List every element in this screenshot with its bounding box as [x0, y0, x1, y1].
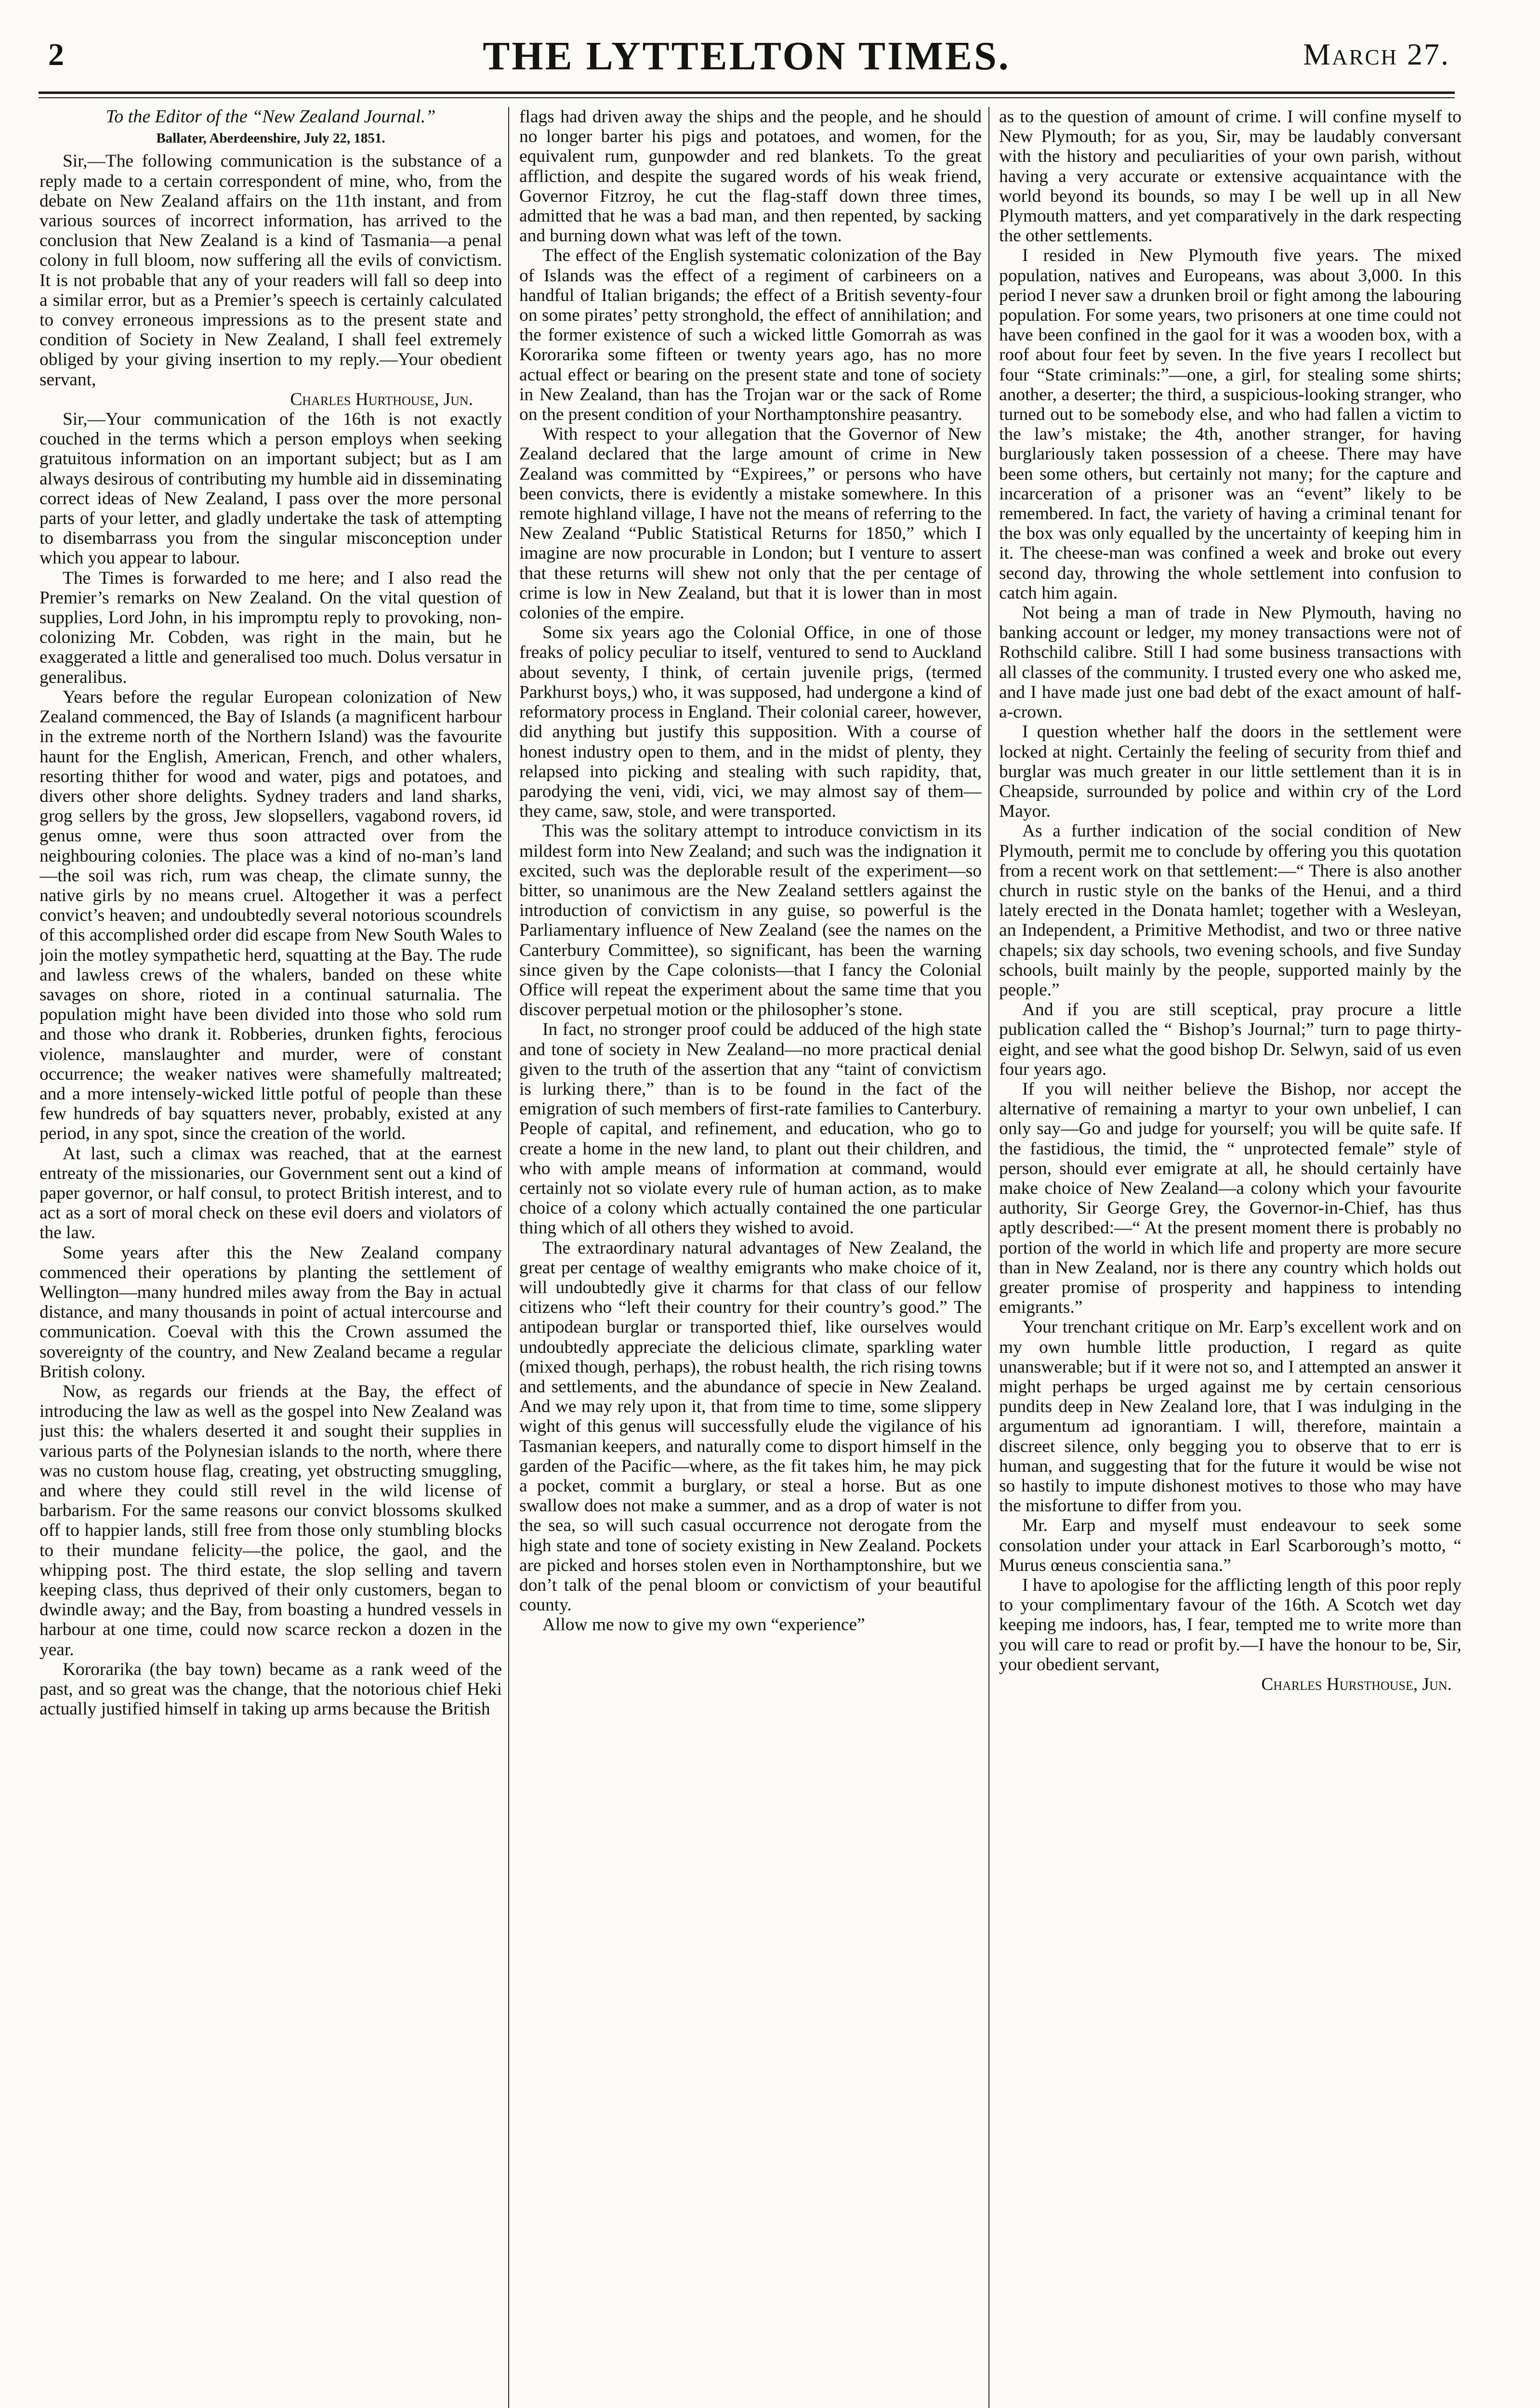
letter-dateline: Ballater, Aberdeenshire, July 22, 1851.	[156, 131, 385, 146]
paragraph: Some six years ago the Colonial Office, in one of those freaks of policy peculiar to itself, ventured to send to Auckland about seventy, I think, of certain juvenile prigs, (termed Parkhurst boys,) who, it was supposed, had undergone a kind of reformatory process in England. Their colonial career, however, did anything but justify this supposition. With a course of honest industry open to them, and in the midst of plenty, they relapsed into picking and stealing with such rapidity, that, parodying the veni, vidi, vici, we may almost say of them—they came, saw, stole, and were transported.	[519, 623, 982, 822]
paragraph: Mr. Earp and myself must endeavour to seek some consolation under your attack in Earl Scarborough’s motto, “ Murus œneus conscientia sana.”	[999, 1516, 1461, 1575]
paragraph: The extraordinary natural advantages of New Zealand, the great per centage of wealthy emigrants who make choice of it, will undoubtedly give it charms for that class of our fellow citizens who “left their country for their country’s good.” The antipodean burglar or transported thief, like ourselves would undoubtedly appreciate the delicious climate, sparkling water (mixed though, perhaps), the robust health, the rich rising towns and settlements, and the abundance of specie in New Zealand. And we may rely upon it, that from time to time, some slippery wight of this genus will successfully elude the vigilance of his Tasmanian keepers, and naturally come to disport himself in the garden of the Pacific—where, as the fit takes him, he may pick a pocket, commit a burglary, or steal a horse. But as one swallow does not make a summer, and as a drop of water is not the sea, so will such casual occurrence not derogate from the high state and tone of society existing in New Zealand. Pockets are picked and horses stolen even in Northamptonshire, but we don’t talk of the penal bloom or convictism of your beautiful county.	[519, 1238, 982, 1615]
paragraph: Kororarika (the bay town) became as a rank weed of the past, and so great was the change, that the notorious chief Heki actually justified himself in taking up arms because the British	[39, 1659, 502, 1719]
paragraph: Not being a man of trade in New Plymouth, having no banking account or ledger, my money transactions were not of Rothschild calibre. Still I had some business transactions with all classes of the community. I trusted every one who asked me, and I have made just one bad debt of the exact amount of half-a-crown.	[999, 603, 1461, 722]
column-divider	[988, 107, 989, 2408]
paragraph: Allow me now to give my own “experience”	[542, 1615, 865, 1635]
paragraph: The effect of the English systematic colonization of the Bay of Islands was the effect of a regiment of carbineers on a handful of Italian brigands; the effect of a British seventy-four on some pirates’ petty stronghold, the effect of annihilation; and the former existence of such a wicked little Gomorrah as was Kororarika some fifteen or twenty years ago, has no more actual effect or bearing on the present state and tone of society in New Zealand, than has the Trojan war or the sack of Rome on the present condition of your Northamptonshire peasantry.	[519, 246, 982, 425]
paragraph: Your trenchant critique on Mr. Earp’s excellent work and on my own humble little production, I regard as quite unanswerable; but if it were not so, and I attempted an answer it might perhaps be urged against me by certain censorious pundits deep in New Zealand lore, that I was indulging in the argumentum ad ignorantiam. I will, therefore, maintain a discreet silence, only begging you to observe that to err is human, and suggesting that for the future it would be wise not so hastily to impute dishonest motives to those who may have the misfortune to differ from you.	[999, 1317, 1461, 1516]
column-divider	[508, 107, 509, 2408]
signature: Charles Hursthouse, Jun.	[1261, 1675, 1452, 1695]
masthead	[39, 30, 1455, 88]
paragraph: Now, as regards our friends at the Bay, the effect of introducing the law as well as the gospel into New Zealand was just this: the whalers deserted it and sought their supplies in various parts of the Polynesian islands to the north, where there was no custom house flag, creating, yet obstructing smuggling, and where they could still revel in the wild license of barbarism. For the same reasons our convict blossoms skulked off to happier lands, still free from those only stumbling blocks to their mundane felicity—the police, the gaol, and the whipping post. The third estate, the slop selling and tavern keeping class, thus deprived of their only customers, began to dwindle away; and the Bay, from boasting a hundred vessels in harbour at one time, could now scarce reckon a dozen in the year.	[39, 1382, 502, 1660]
issue-date: March 27.	[1303, 37, 1450, 71]
letter-heading: To the Editor of the “New Zealand Journal.”	[105, 107, 436, 127]
column-1	[39, 107, 502, 2408]
paragraph: Years before the regular European colonization of New Zealand commenced, the Bay of Islands (a magnificent harbour in the extreme north of the Northern Island) was the favourite haunt for the English, American, French, and other whalers, resorting thither for wood and water, pigs and potatoes, and divers other shore delights. Sydney traders and land sharks, grog sellers by the gross, Jew slopsellers, vagabond rovers, id genus omne, were thus soon attracted over from the neighbouring colonies. The place was a kind of no-man’s land—the soil was rich, rum was cheap, the climate sunny, the native girls by no means cruel. Altogether it was a perfect convict’s heaven; and undoubtedly several notorious scoundrels of this accomplished order did escape from New South Wales to join the motley sympathetic herd, squatting at the Bay. The rude and lawless crews of the whalers, banded on these white savages on shore, rioted in a continual saturnalia. The population might have been divided into those who sold rum and those who drank it. Robberies, drunken fights, ferocious violence, manslaughter and murder, were of constant occurrence; the weaker natives were shamefully maltreated; and a more intensely-wicked little potful of people than these few hundreds of bay squatters never, probably, existed at any period, in any spot, since the creation of the world.	[39, 687, 502, 1144]
paragraph: as to the question of amount of crime. I will confine myself to New Plymouth; for as you, Sir, may be laudably conversant with the history and peculiarities of your own parish, without having a very accurate or extensive acquaintance with the world beyond its bounds, so may I be well up in all New Plymouth matters, and yet comparatively in the dark respecting the other settlements.	[999, 107, 1461, 246]
paragraph: I have to apologise for the afflicting length of this poor reply to your complimentary favour of the 16th. A Scotch wet day keeping me indoors, has, I fear, tempted me to write more than you will care to read or profit by.—I have the honour to be, Sir, your obedient servant,	[999, 1575, 1461, 1675]
paragraph: And if you are still sceptical, pray procure a little publication called the “ Bishop’s Journal;” turn to page thirty-eight, and see what the good bishop Dr. Selwyn, said of us even four years ago.	[999, 1000, 1461, 1079]
masthead-rule-thin	[39, 97, 1455, 98]
paragraph: At last, such a climax was reached, that at the earnest entreaty of the missionaries, our Government sent out a kind of paper governor, or half consul, to protect British interest, and to act as a sort of moral check on these evil doers and violators of the law.	[39, 1143, 502, 1243]
column-2	[519, 107, 982, 2408]
paragraph: Sir,—The following communication is the substance of a reply made to a certain correspondent of mine, who, from the debate on New Zealand affairs on the 11th instant, and from various sources of incorrect information, has arrived to the conclusion that New Zealand is a kind of Tasmania—a penal colony in full bloom, now suffering all the evils of convictism. It is not probable that any of your readers will fall so deep into a similar error, but as a Premier’s speech is certainly calculated to convey erroneous impressions as to the present state and condition of Society in New Zealand, I shall feel extremely obliged by your giving insertion to my reply.—Your obedient servant,	[39, 151, 502, 390]
paragraph: I question whether half the doors in the settlement were locked at night. Certainly the feeling of security from thief and burglar was much greater in our little settlement than it is in Cheapside, surrounded by police and within cry of the Lord Mayor.	[999, 722, 1461, 822]
paragraph: As a further indication of the social condition of New Plymouth, permit me to conclude by offering you this quotation from a recent work on that settlement:—“ There is also another church in rustic style on the banks of the Henui, and a third lately erected in the Donata hamlet; together with a Wesleyan, an Independent, a Primitive Methodist, and two or three native chapels; six day schools, two evening schools, and five Sunday schools, built mainly by the people, supported mainly by the people.”	[999, 821, 1461, 1000]
signature: Charles Hurthouse, Jun.	[290, 389, 473, 409]
masthead-rule-thick	[39, 92, 1455, 94]
paragraph: Sir,—Your communication of the 16th is not exactly couched in the terms which a person employs when seeking gratuitous information on an important subject; but as I am always desirous of contributing my humble aid in disseminating correct ideas of New Zealand, I pass over the more personal parts of your letter, and gladly undertake the task of attempting to disembarrass you from the singular misconception under which you appear to labour.	[39, 409, 502, 568]
page-number: 2	[48, 37, 64, 72]
paragraph: The Times is forwarded to me here; and I also read the Premier’s remarks on New Zealand. On the vital question of supplies, Lord John, in his impromptu reply to provoking, non-colonizing Mr. Cobden, was right in the main, but he exaggerated a little and generalised too much. Dolus versatur in generalibus.	[39, 568, 502, 687]
paragraph: I resided in New Plymouth five years. The mixed population, natives and Europeans, was about 3,000. In this period I never saw a drunken broil or fight among the labouring population. For some years, two prisoners at one time could not have been confined in the gaol for it was a wooden box, with a roof about four feet by seven. In the five years I recollect but four “State criminals:”—one, a girl, for stealing some shirts; another, a deserter; the third, a suspicious-looking stranger, who turned out to be somebody else, and who had fallen a victim to the law’s mistake; the 4th, another stranger, for having burglariously taken possession of a cheese. There may have been some others, but certainly not many; for the capture and incarceration of a prisoner was an “event” likely to be remembered. In fact, the variety of having a criminal tenant for the box was only equalled by the uncertainty of keeping him in it. The cheese-man was confined a week and broke out every second day, throwing the whole settlement into confusion to catch him again.	[999, 246, 1461, 603]
paragraph: If you will neither believe the Bishop, nor accept the alternative of remaining a martyr to your own unbelief, I can only say—Go and judge for yourself; you will be quite safe. If the fastidious, the timid, the “ unprotected female” style of person, should ever emigrate at all, he should certainly have make choice of New Zealand—a colony which your favourite authority, Sir George Grey, the Governor-in-Chief, has thus aptly described:—“ At the present moment there is probably no portion of the world in which life and property are more secure than in New Zealand, nor is there any country which holds out greater promise of prosperity and happiness to intending emigrants.”	[999, 1079, 1461, 1318]
paragraph: Some years after this the New Zealand company commenced their operations by planting the settlement of Wellington—many hundred miles away from the Bay in actual distance, and many thousands in point of actual intercourse and communication. Coeval with this the Crown assumed the sovereignty of the country, and New Zealand became a regular British colony.	[39, 1243, 502, 1382]
newspaper-title: THE LYTTELTON TIMES.	[483, 34, 1011, 79]
paragraph: In fact, no stronger proof could be adduced of the high state and tone of society in New Zealand—no more practical denial given to the truth of the assertion that any “taint of convictism is lurking there,” than is to be found in the fact of the emigration of such members of first-rate families to Canterbury. People of capital, and refinement, and education, who go to create a home in the new land, to plant out their children, and who with ample means of information at command, would certainly not so violate every rule of human action, as to make choice of a colony which actually contained the one particular thing which of all others they wished to avoid.	[519, 1020, 982, 1238]
paragraph: This was the solitary attempt to introduce convictism in its mildest form into New Zealand; and such was the indignation it excited, such was the deplorable result of the experiment—so bitter, so unanimous are the New Zealand settlers against the introduction of convictism in any guise, so powerful is the Parliamentary influence of New Zealand (see the names on the Canterbury Committee), so significant, has been the warning since given by the Cape colonists—that I fancy the Colonial Office will repeat the experiment about the same time that you discover perpetual motion or the philosopher’s stone.	[519, 821, 982, 1020]
column-3	[999, 107, 1461, 2408]
paragraph: With respect to your allegation that the Governor of New Zealand declared that the large amount of crime in New Zealand was committed by “Expirees,” or persons who have been convicts, there is evidently a mistake somewhere. In this remote highland village, I have not the means of referring to the New Zealand “Public Statistical Returns for 1850,” which I imagine are now procurable in London; but I venture to assert that these returns will shew not only that the per centage of crime is low in New Zealand, but that it is lower than in most colonies of the empire.	[519, 424, 982, 623]
paragraph: flags had driven away the ships and the people, and he should no longer barter his pigs and potatoes, and women, for the equivalent rum, gunpowder and red blankets. To the great affliction, and despite the sugared words of his weak friend, Governor Fitzroy, he cut the flag-staff down three times, admitted that he was a bad man, and then repented, by sacking and burning down what was left of the town.	[519, 107, 982, 246]
